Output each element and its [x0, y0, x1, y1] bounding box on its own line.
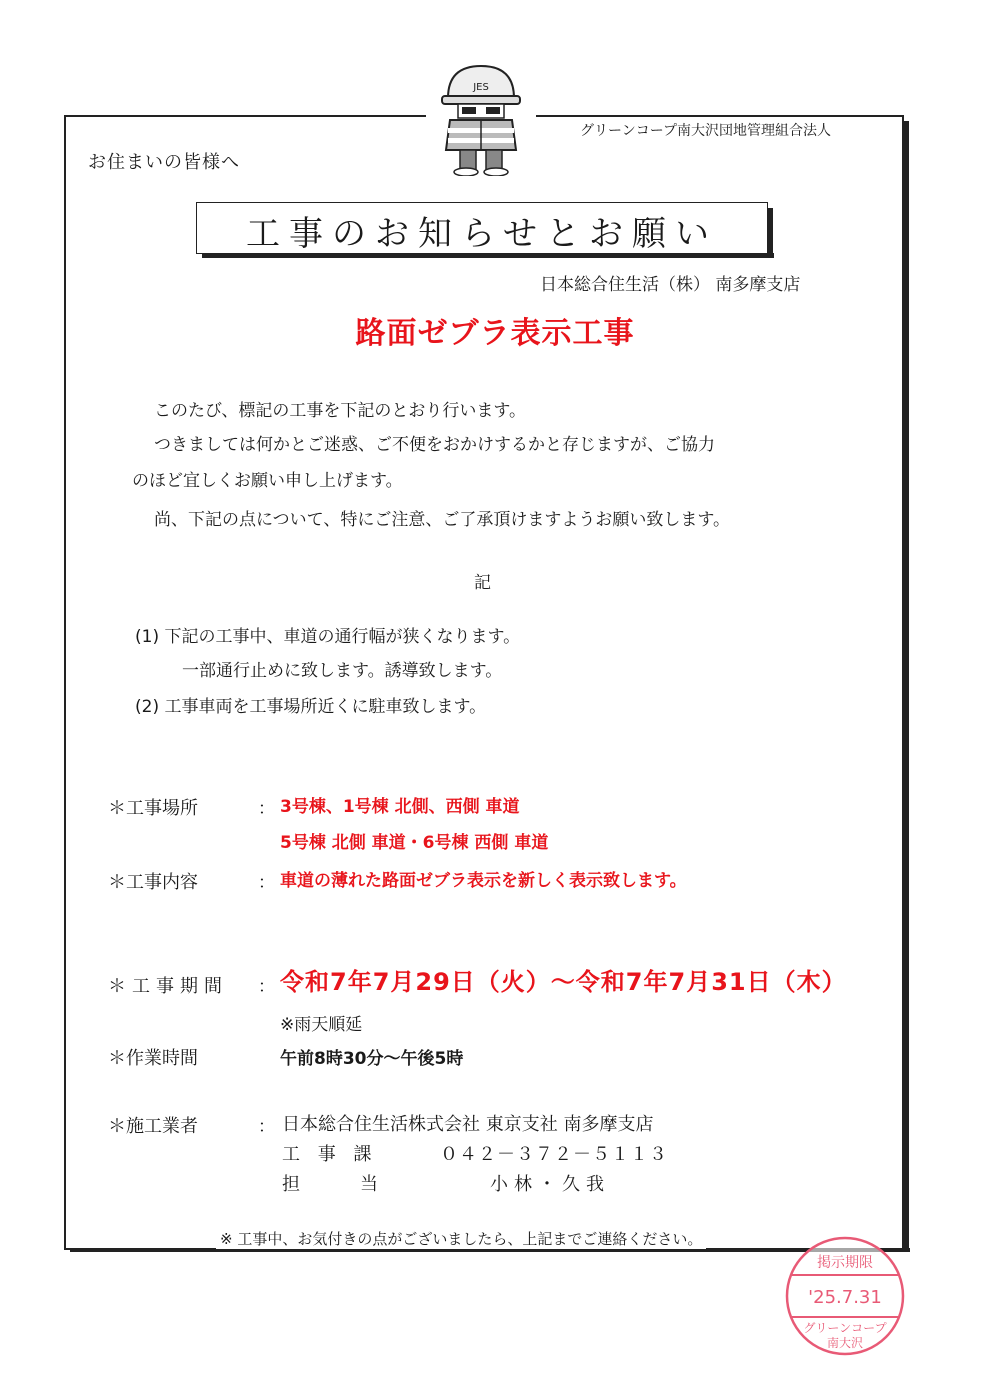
location-value: 3号棟、1号棟 北側、西側 車道 [280, 797, 520, 817]
section-label: 工 事 課 [282, 1144, 378, 1165]
colon: ： [258, 873, 275, 893]
contractor-value: 日本総合住生活株式会社 東京支社 南多摩支店 [282, 1114, 654, 1135]
period-value: 令和7年7月29日（火）～令和7年7月31日（木） [280, 968, 847, 996]
colon: ： [258, 799, 275, 819]
page-title: 工事のお知らせとお願い [246, 214, 718, 254]
section-phone: ０４２－３７２－５１１３ [440, 1144, 668, 1165]
intro-line: つきましては何かとご迷惑、ご不便をおかけするかと存じますが、ご協力 [154, 435, 715, 455]
greeting: お住まいの皆様へ [88, 152, 240, 173]
footer-note: ※ 工事中、お気付きの点がございましたら、上記までご連絡ください。 [216, 1228, 706, 1249]
frame-shadow [904, 121, 909, 1252]
period-note: ※雨天順延 [280, 1015, 363, 1035]
person-names: 小林・久我 [490, 1174, 610, 1195]
hours-label: ＊作業時間 [108, 1048, 198, 1069]
note-item: (1) 下記の工事中、車道の通行幅が狭くなります。 [135, 627, 521, 647]
intro-line: 尚、下記の点について、特にご注意、ご了承頂けますようお願い致します。 [154, 510, 730, 530]
association-name: グリーンコープ南大沢団地管理組合法人 [580, 123, 832, 139]
content-value: 車道の薄れた路面ゼブラ表示を新しく表示致します。 [280, 871, 687, 891]
note-item: (2) 工事車両を工事場所近くに駐車致します。 [135, 697, 487, 717]
headline: 路面ゼブラ表示工事 [355, 316, 635, 351]
content-label: ＊工事内容 [108, 872, 198, 893]
intro-line: のほど宜しくお願い申し上げます。 [132, 471, 403, 491]
period-label: ＊工事期間 [108, 976, 228, 997]
colon: ： [258, 1117, 275, 1137]
company-name: 日本総合住生活（株） 南多摩支店 [540, 275, 801, 295]
mascot-badge: JES [473, 82, 489, 93]
colon: ： [258, 977, 275, 997]
stamp-top: 掲示期限 [817, 1255, 873, 1271]
stamp-bottom: グリーンコープ [803, 1321, 887, 1335]
mascot-worker-icon [426, 58, 536, 176]
location-value: 5号棟 北側 車道・6号棟 西側 車道 [280, 833, 549, 853]
ki-mark: 記 [474, 573, 491, 593]
location-label: ＊工事場所 [108, 798, 198, 819]
note-item: 一部通行止めに致します。誘導致します。 [182, 661, 503, 681]
stamp-bottom: 南大沢 [826, 1336, 864, 1350]
stamp-date: '25.7.31 [808, 1287, 882, 1308]
hours-value: 午前8時30分～午後5時 [280, 1049, 464, 1069]
posting-deadline-stamp [782, 1233, 908, 1359]
person-label: 担 当 [282, 1174, 386, 1195]
intro-line: このたび、標記の工事を下記のとおり行います。 [154, 401, 526, 421]
contractor-label: ＊施工業者 [108, 1116, 198, 1137]
